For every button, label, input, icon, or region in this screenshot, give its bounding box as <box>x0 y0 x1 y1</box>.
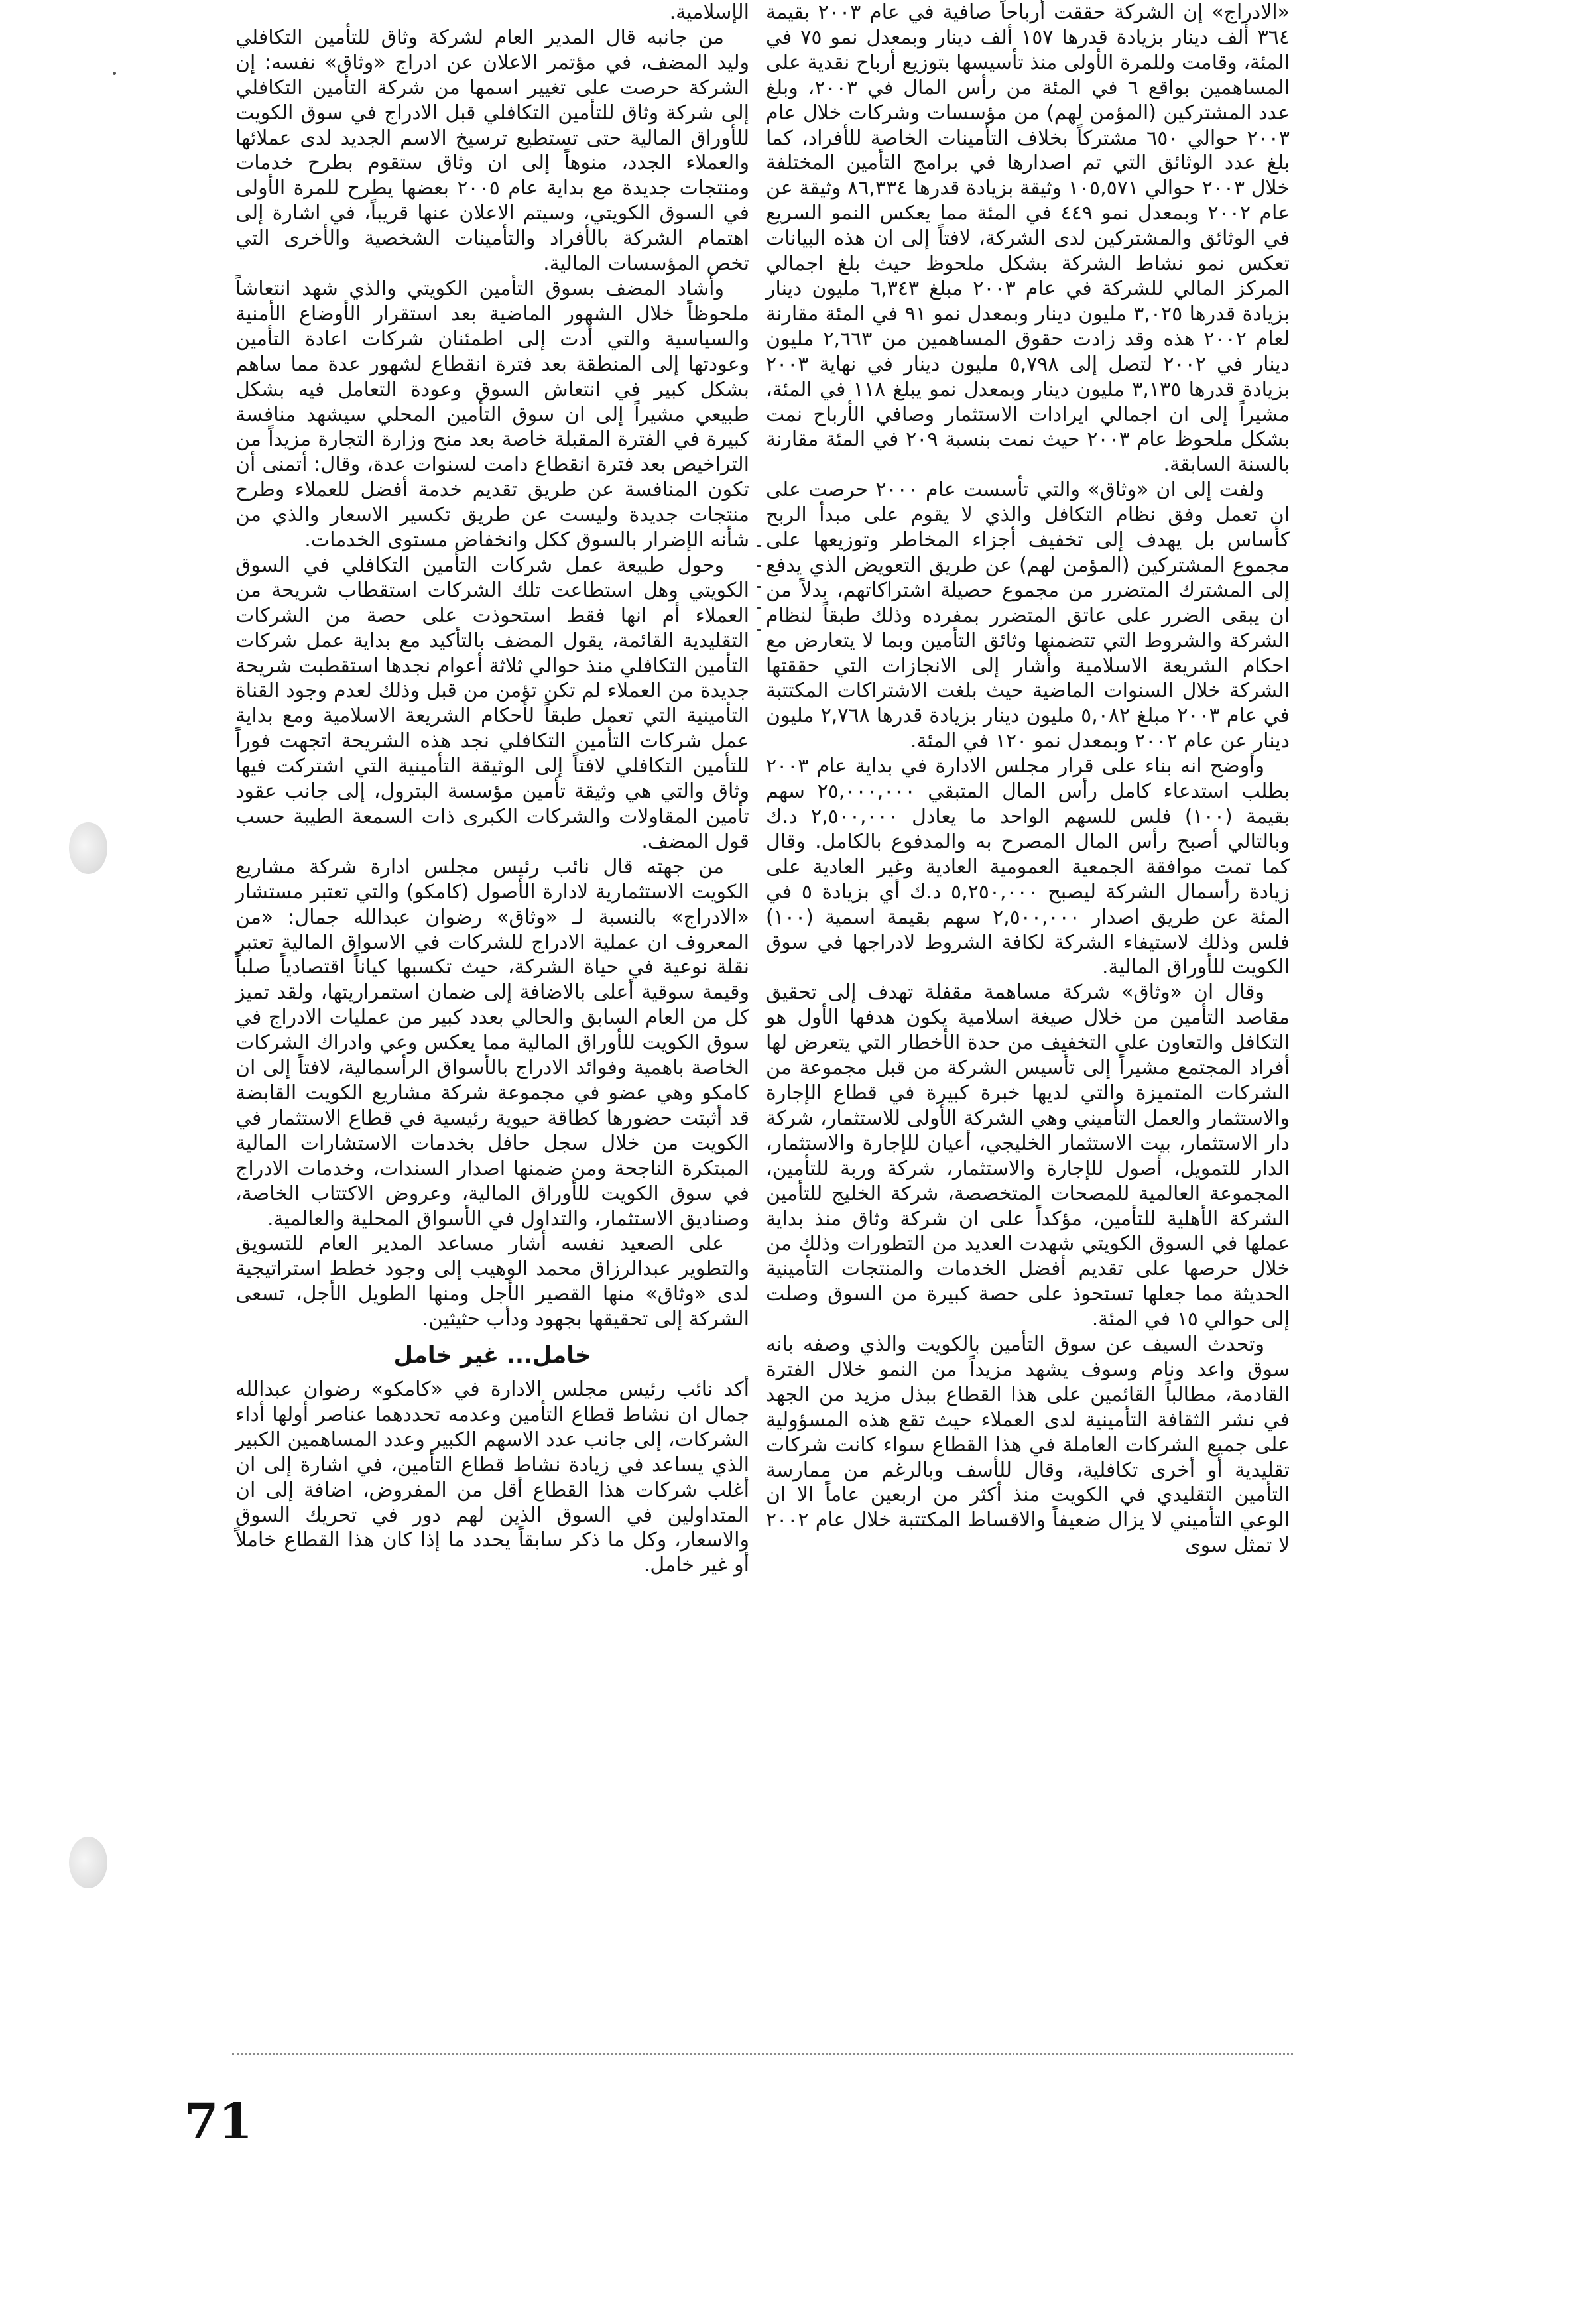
article-column-left <box>235 0 749 1578</box>
paragraph: وتحدث السيف عن سوق التأمين بالكويت والذي وصفه بانه سوق واعد ونام وسوف يشهد مزيداً من النمو خلال الفترة القادمة، مطالباً القائمين على هذا القطاع ببذل مزيد من الجهد في نشر الثقافة التأمينية لدى العملاء حيث تقع هذه المسؤولية على جميع الشركات العاملة في هذا القطاع سواء كانت شركات تقليدية أو أخرى تكافلية، وقال للأسف وبالرغم من ممارسة التأمين التقليدي في الكويت منذ أكثر من اربعين عاماً الا ان الوعي التأميني لا يزال ضعيفاً والاقساط المكتتبة خلال عام ٢٠٠٢ لا تمثل سوى <box>766 1333 1290 1558</box>
footer-divider <box>232 2053 1293 2055</box>
margin-marker <box>757 545 761 644</box>
paragraph: من جانبه قال المدير العام لشركة وثاق للتأمين التكافلي وليد المضف، في مؤتمر الاعلان عن ادراج «وثاق» نفسه: إن الشركة حرصت على تغيير اسمها من شركة التأمين التكافلي إلى شركة وثاق للتأمين التكافلي قبل الادراج في سوق الكويت للأوراق المالية حتى تستطيع ترسيخ الاسم الجديد لدى عملائها والعملاء الجدد، منوهاً إلى ان وثاق ستقوم بطرح خدمات ومنتجات جديدة مع بداية عام ٢٠٠٥ بعضها يطرح للمرة الأولى في السوق الكويتي، وسيتم الاعلان عنها قريباً، في اشارة إلى اهتمام الشركة بالأفراد والتأمينات الشخصية والأخرى التي تخص المؤسسات المالية. <box>235 25 750 276</box>
paragraph: وأشاد المضف بسوق التأمين الكويتي والذي شهد انتعاشاً ملحوظاً خلال الشهور الماضية بعد استقرار الأوضاع الأمنية والسياسية والتي أدت إلى اطمئنان شركات اعادة التأمين وعودتها إلى المنطقة بعد فترة انقطاع لشهور عدة مما ساهم بشكل كبير في انتعاش السوق وعودة التعامل فيه بشكل طبيعي مشيراً إلى ان سوق التأمين المحلي سيشهد منافسة كبيرة في الفترة المقبلة خاصة بعد منح وزارة التجارة مزيداً من التراخيص بعد فترة انقطاع دامت لسنوات عدة، وقال: أتمنى أن تكون المنافسة عن طريق تقديم خدمة أفضل للعملاء وطرح منتجات جديدة وليست عن طريق تكسير الاسعار والذي من شأنه الإضرار بالسوق ككل وانخفاض مستوى الخدمات. <box>235 276 749 552</box>
paragraph: من جهته قال نائب رئيس مجلس ادارة شركة مشاريع الكويت الاستثمارية لادارة الأصول (كامكو) والتي تعتبر مستشار «الادراج» بالنسبة لـ «وثاق» رضوان عبدالله جمال: «من المعروف ان عملية الادراج للشركات في الاسواق المالية تعتبر نقلة نوعية في حياة الشركة، حيث تكسبها كياناً اقتصادياً صلباً وقيمة سوقية أعلى بالاضافة إلى ضمان استمراريتها، ولقد تميز كل من العام السابق والحالي بعدد كبير من عمليات الادراج في سوق الكويت للأوراق المالية مما يعكس وعي وادراك الشركات الخاصة باهمية وفوائد الادراج بالأسواق الرأسمالية، لافتاً إلى ان كامكو وهي عضو في مجموعة شركة مشاريع الكويت القابضة قد أثبتت حضورها كطاقة حيوية رئيسية في قطاع الاستثمار في الكويت من خلال سجل حافل بخدمات الاستشارات المالية المبتكرة الناجحة ومن ضمنها اصدار السندات، وخدمات الادراج في سوق الكويت للأوراق المالية، وعروض الاكتتاب الخاصة، وصناديق الاستثمار، والتداول في الأسواق المحلية والعالمية. <box>235 855 749 1231</box>
section-subheading: خامل... غير خامل <box>393 1342 591 1369</box>
paragraph: وقال ان «وثاق» شركة مساهمة مقفلة تهدف إلى تحقيق مقاصد التأمين من خلال صيغة اسلامية يكون هدفها الأول هو التكافل والتعاون على التخفيف من حدة الأخطار التي يتعرض لها أفراد المجتمع مشيراً إلى تأسيس الشركة من قبل مجموعة من الشركات المتميزة والتي لديها خبرة كبيرة في قطاع الإجارة والاستثمار والعمل التأميني وهي الشركة الأولى للاستثمار، شركة دار الاستثمار، بيت الاستثمار الخليجي، أعيان للإجارة والاستثمار، الدار للتمويل، أصول للإجارة والاستثمار، شركة وربة للتأمين، المجموعة العالمية للمصحات المتخصصة، شركة الخليج للتأمين الشركة الأهلية للتأمين، مؤكداً على ان شركة وثاق منذ بداية عملها في السوق الكويتي شهدت العديد من التطورات وذلك من خلال حرصها على تقديم أفضل الخدمات والمنتجات التأمينية الحديثة مما جعلها تستحوذ على حصة كبيرة من السوق وصلت إلى حوالي ١٥ في المئة. <box>766 981 1290 1331</box>
page-number: 71 <box>184 2093 253 2150</box>
punch-hole <box>69 1837 107 1888</box>
speck <box>113 72 116 75</box>
paragraph: ولفت إلى ان «وثاق» والتي تأسست عام ٢٠٠٠ حرصت على ان تعمل وفق نظام التكافل والذي لا يقوم على مبدأ الربح كأساس بل يهدف إلى تخفيف أجزاء المخاطر وتوزيعها على مجموع المشتركين (المؤمن لهم) عن طريق التعويض الذي يدفع إلى المشترك المتضرر من مجموع حصيلة اشتراكاتهم، بدلاً من ان يبقى الضرر على عاتق المتضرر بمفرده وذلك طبقاً لنظام الشركة والشروط التي تتضمنها وثائق التأمين وبما لا يتعارض مع احكام الشريعة الاسلامية وأشار إلى الانجازات التي حققتها الشركة خلال السنوات الماضية حيث بلغت الاشتراكات المكتتبة في عام ٢٠٠٣ مبلغ ٥,٠٨٢ مليون دينار بزيادة قدرها ٢,٧٦٨ مليون دينار عن عام ٢٠٠٢ وبمعدل نمو ١٢٠ في المئة. <box>766 478 1290 753</box>
paragraph: وحول طبيعة عمل شركات التأمين التكافلي في السوق الكويتي وهل استطاعت تلك الشركات استقطاب شريحة من العملاء أم انها فقط استحوذت على حصة من الشركات التقليدية القائمة، يقول المضف بالتأكيد مع بداية عمل شركات التأمين التكافلي منذ حوالي ثلاثة أعوام نجدها استقطبت شريحة جديدة من العملاء لم تكن تؤمن من قبل وذلك لعدم وجود القناة التأمينية التي تعمل طبقاً لأحكام الشريعة الاسلامية ومع بداية عمل شركات التأمين التكافلي نجد هذه الشريحة اتجهت فوراً للتأمين التكافلي لافتاً إلى الوثيقة التأمينية التي اشتركت فيها وثاق والتي هي وثيقة تأمين مؤسسة البترول، إلى جانب عقود تأمين المقاولات والشركات الكبرى ذات السمعة الطيبة حسب قول المضف. <box>235 553 749 853</box>
paragraph: وأوضح انه بناء على قرار مجلس الادارة في بداية عام ٢٠٠٣ بطلب استدعاء كامل رأس المال المتبقي ٢٥,٠٠٠,٠٠٠ سهم بقيمة (١٠٠) فلس للسهم الواحد ما يعادل ٢,٥٠٠,٠٠٠ د.ك وبالتالي أصبح رأس المال المصرح به والمدفوع بالكامل. وقال كما تمت موافقة الجمعية العمومية العادية وغير العادية على زيادة رأسمال الشركة ليصبح ٥,٢٥٠,٠٠٠ د.ك أي بزيادة ٥ في المئة عن طريق اصدار ٢,٥٠٠,٠٠٠ سهم بقيمة اسمية (١٠٠) فلس وذلك لاستيفاء الشركة لكافة الشروط لادراجها في سوق الكويت للأوراق المالية. <box>766 755 1290 979</box>
paragraph: أكد نائب رئيس مجلس الادارة في «كامكو» رضوان عبدالله جمال ان نشاط قطاع التأمين وعدمه تحددهما عناصر أولها أداء الشركات، إلى جانب عدد الاسهم الكبير وعدد المساهمين الكبير الذي يساعد في زيادة نشاط قطاع التأمين، في اشارة إلى ان أغلب شركات هذا القطاع أقل من المفروض، اضافة إلى ان المتداولين في السوق الذين لهم دور في تحريك السوق والاسعار، وكل ما ذكر سابقاً يحدد ما إذا كان هذا القطاع خاملاً أو غير خامل. <box>235 1378 749 1577</box>
paragraph: «الادراج» إن الشركة حققت أرباحاً صافية في عام ٢٠٠٣ بقيمة ٣٦٤ ألف دينار بزيادة قدرها ١٥٧ ألف دينار وبمعدل نمو ٧٥ في المئة، وقامت وللمرة الأولى منذ تأسيسها بتوزيع أرباح نقدية على المساهمين بواقع ٦ في المئة من رأس المال في ٢٠٠٣، وبلغ عدد المشتركين (المؤمن لهم) من مؤسسات وشركات خلال عام ٢٠٠٣ حوالي ٦٥٠ مشتركاً بخلاف التأمينات الخاصة للأفراد، كما بلغ عدد الوثائق التي تم اصدارها في برامج التأمين المختلفة خلال ٢٠٠٣ حوالي ١٠٥,٥٧١ وثيقة بزيادة قدرها ٨٦,٣٣٤ وثيقة عن عام ٢٠٠٢ وبمعدل نمو ٤٤٩ في المئة مما يعكس النمو السريع في الوثائق والمشتركين لدى الشركة، لافتاً إلى ان هذه البيانات تعكس نمو نشاط الشركة بشكل ملحوظ حيث بلغ اجمالي المركز المالي للشركة في عام ٢٠٠٣ مبلغ ٦,٣٤٣ مليون دينار بزيادة قدرها ٣,٠٢٥ مليون دينار وبمعدل نمو ٩١ في المئة مقارنة لعام ٢٠٠٢ هذه وقد زادت حقوق المساهمين من ٢,٦٦٣ مليون دينار في ٢٠٠٢ لتصل إلى ٥,٧٩٨ مليون دينار في نهاية ٢٠٠٣ بزيادة قدرها ٣,١٣٥ مليون دينار وبمعدل نمو يبلغ ١١٨ في المئة، مشيراً إلى ان اجمالي ايرادات الاستثمار وصافي الأرباح نمت بشكل ملحوظ عام ٢٠٠٣ حيث نمت بنسبة ٢٠٩ في المئة مقارنة بالسنة السابقة. <box>766 1 1290 477</box>
article-column-right <box>766 0 1290 1558</box>
punch-hole <box>69 822 107 874</box>
paragraph: على الصعيد نفسه أشار مساعد المدير العام للتسويق والتطوير عبدالرزاق محمد الوهيب إلى وجود خطط استراتيجية لدى «وثاق» منها القصير الأجل ومنها الطويل الأجل، تسعى الشركة إلى تحقيقها بجهود ودأب حثيثين. <box>235 1232 749 1331</box>
paragraph: الإسلامية. <box>669 1 749 24</box>
